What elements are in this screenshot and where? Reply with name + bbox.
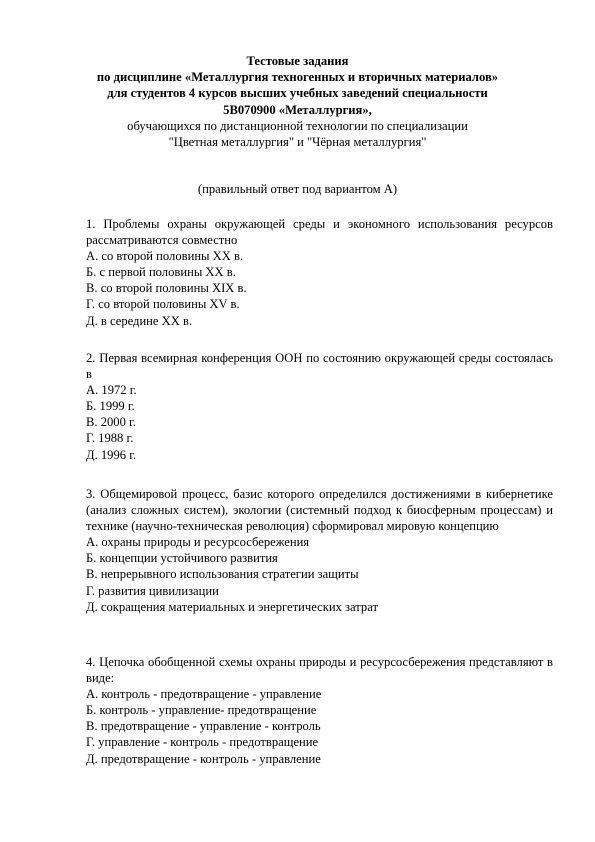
answer-option: А. со второй половины ХХ в. bbox=[86, 249, 244, 264]
answer-option: Д. в середине ХХ в. bbox=[86, 313, 193, 328]
answer-option: Г. развития цивилизации bbox=[86, 583, 219, 598]
question-2 bbox=[86, 350, 553, 463]
answer-option: В. со второй половины ХIХ в. bbox=[86, 281, 247, 296]
answer-option: В. непрерывного использования стратегии защиты bbox=[86, 567, 359, 582]
document-header bbox=[40, 53, 555, 150]
header-discipline: по дисциплине «Металлургия техногенных и вторичных материалов» bbox=[96, 70, 499, 85]
answer-option: Д. сокращения материальных и энергетических затрат bbox=[86, 599, 378, 614]
answer-option: Б. 1999 г. bbox=[86, 399, 135, 414]
question-3 bbox=[86, 486, 553, 615]
answer-option: А. контроль - предотвращение - управление bbox=[86, 687, 322, 702]
question-text: 3. Общемировой процесс, базис которого определился достижениями в кибернетике (анализ сложных систем), экологии (системный подход к биосферным процессам) и технике (научно-техническая революция) сформировал мировую концепцию bbox=[86, 487, 553, 534]
question-text: 2. Первая всемирная конференция ООН по состоянию окружающей среды состоялась в bbox=[86, 351, 553, 382]
answer-option: А. 1972 г. bbox=[86, 383, 137, 398]
question-1 bbox=[86, 216, 553, 329]
header-audience: для студентов 4 курсов высших учебных заведений специальности bbox=[107, 86, 488, 101]
answer-note: (правильный ответ под вариантом А) bbox=[197, 182, 398, 196]
question-4 bbox=[86, 654, 553, 767]
answer-option: Д. 1996 г. bbox=[86, 447, 137, 462]
answer-option: В. предотвращение - управление - контроль bbox=[86, 719, 321, 734]
answer-option: А. охраны природы и ресурсосбережения bbox=[86, 535, 310, 550]
header-specialization: "Цветная металлургия" и "Чёрная металлургия" bbox=[168, 135, 427, 150]
answer-option: Б. с первой половины ХХ в. bbox=[86, 265, 236, 280]
question-text: 4. Цепочка обобщенной схемы охраны природы и ресурсосбережения представляют в виде: bbox=[86, 655, 553, 686]
answer-option: Г. со второй половины ХV в. bbox=[86, 297, 240, 312]
answer-option: Б. концепции устойчивого развития bbox=[86, 551, 278, 566]
answer-option: Б. контроль - управление- предотвращение bbox=[86, 703, 317, 718]
header-title: Тестовые задания bbox=[246, 54, 349, 68]
question-text: 1. Проблемы охраны окружающей среды и экономного использования ресурсов рассматриваются совместно bbox=[86, 217, 553, 248]
answer-option: Д. предотвращение - контроль - управление bbox=[86, 751, 321, 766]
answer-option: Г. управление - контроль - предотвращение bbox=[86, 735, 319, 750]
header-technology: обучающихся по дистанционной технологии по специализации bbox=[127, 118, 468, 133]
header-specialty: 5В070900 «Металлургия», bbox=[223, 102, 372, 117]
answer-option: В. 2000 г. bbox=[86, 415, 136, 430]
answer-option: Г. 1988 г. bbox=[86, 431, 134, 446]
